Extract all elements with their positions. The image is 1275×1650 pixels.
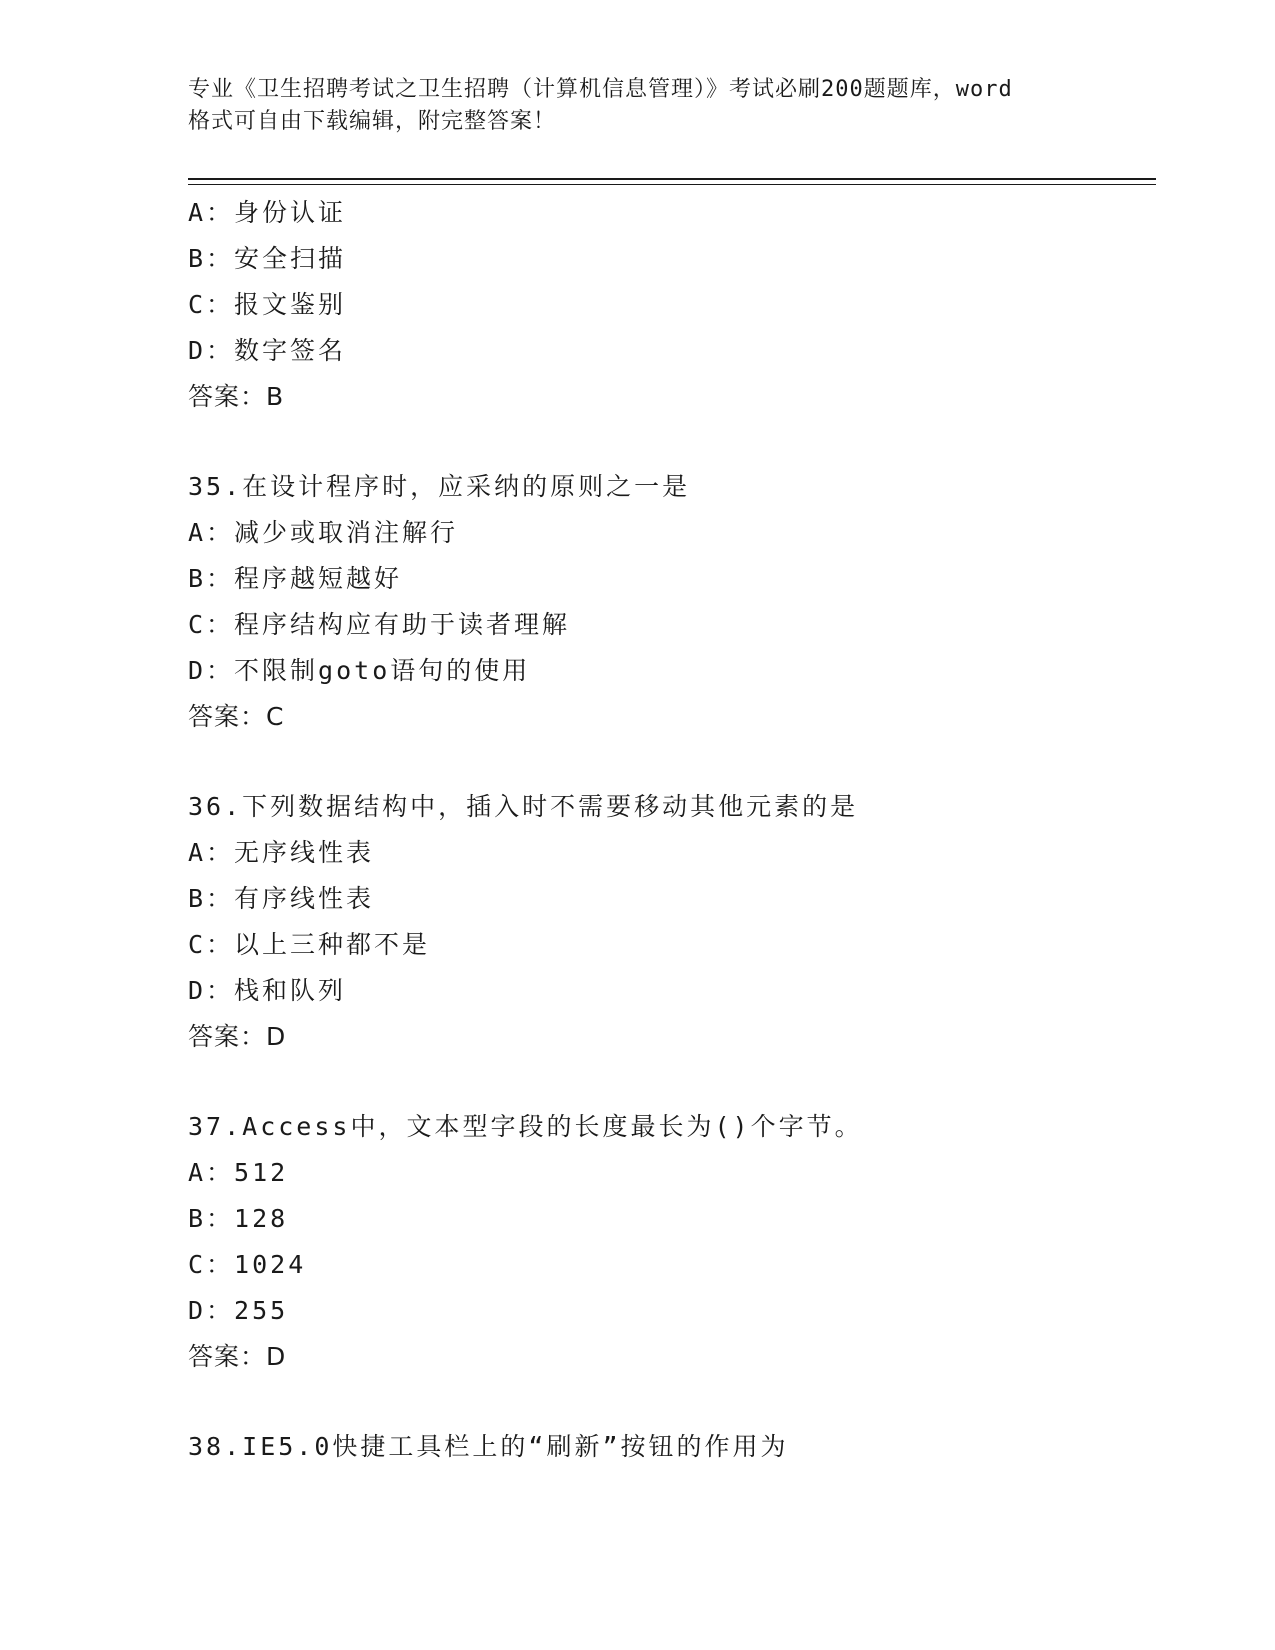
option-a: A：无序线性表 bbox=[188, 838, 375, 867]
option-b: B：安全扫描 bbox=[188, 244, 347, 273]
option-c: C：以上三种都不是 bbox=[188, 930, 431, 959]
question-text: 37.Access中，文本型字段的长度最长为()个字节。 bbox=[188, 1112, 863, 1141]
question-text: 36.下列数据结构中，插入时不需要移动其他元素的是 bbox=[188, 792, 859, 821]
option-c: C：1024 bbox=[188, 1250, 307, 1279]
header-line-2: 格式可自由下载编辑，附完整答案！ bbox=[188, 109, 557, 134]
question-37-block bbox=[188, 1104, 1148, 1380]
answer-line: 答案：D bbox=[188, 1342, 287, 1371]
answer-line: 答案：D bbox=[188, 1022, 287, 1051]
option-d: D：栈和队列 bbox=[188, 976, 347, 1005]
option-b: B：有序线性表 bbox=[188, 884, 375, 913]
question-38-block bbox=[188, 1424, 1148, 1470]
header-line-1: 专业《卫生招聘考试之卫生招聘（计算机信息管理）》考试必刷200题题库，word bbox=[188, 77, 1013, 102]
option-d: D：数字签名 bbox=[188, 336, 347, 365]
question-36-block bbox=[188, 784, 1148, 1060]
option-a: A：身份认证 bbox=[188, 198, 347, 227]
question-35-block bbox=[188, 464, 1148, 740]
question-text: 38.IE5.0快捷工具栏上的“刷新”按钮的作用为 bbox=[188, 1432, 789, 1461]
option-a: A：512 bbox=[188, 1158, 289, 1187]
option-a: A：减少或取消注解行 bbox=[188, 518, 459, 547]
option-b: B：128 bbox=[188, 1204, 289, 1233]
document-header bbox=[188, 74, 1088, 138]
option-c: C：程序结构应有助于读者理解 bbox=[188, 610, 571, 639]
option-b: B：程序越短越好 bbox=[188, 564, 403, 593]
question-34-block bbox=[188, 190, 1148, 420]
question-list bbox=[188, 190, 1148, 1470]
answer-line: 答案：B bbox=[188, 382, 285, 411]
option-d: D：不限制goto语句的使用 bbox=[188, 656, 531, 685]
option-c: C：报文鉴别 bbox=[188, 290, 347, 319]
option-d: D：255 bbox=[188, 1296, 289, 1325]
header-divider-thin bbox=[188, 184, 1156, 185]
question-text: 35.在设计程序时，应采纳的原则之一是 bbox=[188, 472, 691, 501]
answer-line: 答案：C bbox=[188, 702, 285, 731]
header-divider-thick bbox=[188, 178, 1156, 180]
